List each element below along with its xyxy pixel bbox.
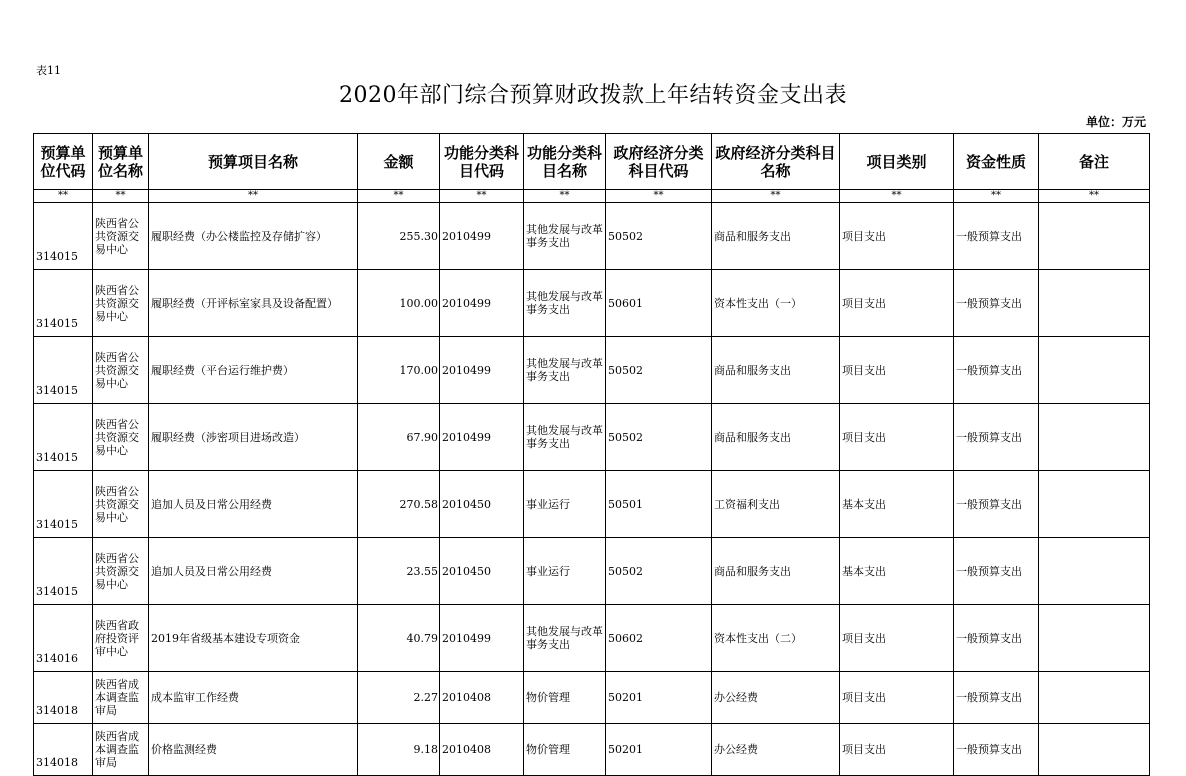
econ-code-cell: 50201 [606, 724, 712, 776]
unit-name-cell: 陕西省公共资源交易中心 [93, 538, 149, 605]
func-code-cell: 2010408 [440, 724, 524, 776]
econ-name-cell: 办公经费 [712, 724, 840, 776]
unit-code-cell: 314015 [34, 203, 93, 270]
func-code-cell: 2010450 [440, 538, 524, 605]
project-name-cell: 履职经费（平台运行维护费） [149, 337, 358, 404]
table-row [34, 203, 1150, 270]
header-project-name: 预算项目名称 [149, 134, 358, 190]
unit-name-cell: 陕西省成本调查监审局 [93, 724, 149, 776]
unit-code-cell: 314015 [34, 404, 93, 471]
placeholder-cell: ** [524, 190, 606, 203]
header-unit-code: 预算单位代码 [34, 134, 93, 190]
table-row [34, 538, 1150, 605]
amount-cell: 100.00 [358, 270, 440, 337]
econ-code-cell: 50502 [606, 337, 712, 404]
econ-code-cell: 50201 [606, 672, 712, 724]
func-name-cell: 其他发展与改革事务支出 [524, 203, 606, 270]
econ-name-cell: 商品和服务支出 [712, 337, 840, 404]
header-econ-code: 政府经济分类科目代码 [606, 134, 712, 190]
econ-name-cell: 工资福利支出 [712, 471, 840, 538]
project-name-cell: 追加人员及日常公用经费 [149, 538, 358, 605]
unit-code-cell: 314015 [34, 270, 93, 337]
note-cell [1039, 337, 1150, 404]
amount-cell: 255.30 [358, 203, 440, 270]
category-cell: 基本支出 [840, 538, 954, 605]
func-code-cell: 2010499 [440, 270, 524, 337]
header-nature: 资金性质 [954, 134, 1039, 190]
project-name-cell: 2019年省级基本建设专项资金 [149, 605, 358, 672]
func-code-cell: 2010408 [440, 672, 524, 724]
econ-code-cell: 50501 [606, 471, 712, 538]
page-title: 2020年部门综合预算财政拨款上年结转资金支出表 [339, 83, 847, 108]
category-cell: 项目支出 [840, 605, 954, 672]
func-code-cell: 2010499 [440, 404, 524, 471]
func-name-cell: 其他发展与改革事务支出 [524, 270, 606, 337]
project-name-cell: 价格监测经费 [149, 724, 358, 776]
header-func-code: 功能分类科目代码 [440, 134, 524, 190]
note-cell [1039, 203, 1150, 270]
category-cell: 项目支出 [840, 724, 954, 776]
note-cell [1039, 404, 1150, 471]
category-cell: 项目支出 [840, 337, 954, 404]
func-code-cell: 2010499 [440, 605, 524, 672]
func-name-cell: 其他发展与改革事务支出 [524, 337, 606, 404]
func-name-cell: 物价管理 [524, 724, 606, 776]
table-row [34, 724, 1150, 776]
budget-table [33, 133, 1150, 776]
nature-cell: 一般预算支出 [954, 605, 1039, 672]
econ-code-cell: 50502 [606, 404, 712, 471]
unit-name-cell: 陕西省公共资源交易中心 [93, 203, 149, 270]
unit-name-cell: 陕西省公共资源交易中心 [93, 337, 149, 404]
table-row [34, 672, 1150, 724]
header-func-name: 功能分类科目名称 [524, 134, 606, 190]
nature-cell: 一般预算支出 [954, 203, 1039, 270]
category-cell: 项目支出 [840, 270, 954, 337]
amount-cell: 270.58 [358, 471, 440, 538]
project-name-cell: 追加人员及日常公用经费 [149, 471, 358, 538]
nature-cell: 一般预算支出 [954, 337, 1039, 404]
amount-cell: 9.18 [358, 724, 440, 776]
amount-cell: 40.79 [358, 605, 440, 672]
header-row [34, 134, 1150, 190]
note-cell [1039, 471, 1150, 538]
econ-name-cell: 商品和服务支出 [712, 538, 840, 605]
econ-code-cell: 50502 [606, 538, 712, 605]
note-cell [1039, 605, 1150, 672]
header-unit-name: 预算单位名称 [93, 134, 149, 190]
unit-name-cell: 陕西省公共资源交易中心 [93, 471, 149, 538]
unit-code-cell: 314015 [34, 337, 93, 404]
placeholder-cell: ** [954, 190, 1039, 203]
econ-name-cell: 商品和服务支出 [712, 203, 840, 270]
amount-cell: 67.90 [358, 404, 440, 471]
placeholder-cell: ** [93, 190, 149, 203]
func-name-cell: 其他发展与改革事务支出 [524, 404, 606, 471]
category-cell: 项目支出 [840, 203, 954, 270]
amount-cell: 170.00 [358, 337, 440, 404]
placeholder-row [34, 190, 1150, 203]
placeholder-cell: ** [840, 190, 954, 203]
table-number: 表11 [36, 64, 61, 77]
unit-code-cell: 314015 [34, 538, 93, 605]
econ-name-cell: 资本性支出（二） [712, 605, 840, 672]
econ-name-cell: 资本性支出（一） [712, 270, 840, 337]
placeholder-cell: ** [34, 190, 93, 203]
func-name-cell: 物价管理 [524, 672, 606, 724]
nature-cell: 一般预算支出 [954, 471, 1039, 538]
func-name-cell: 其他发展与改革事务支出 [524, 605, 606, 672]
note-cell [1039, 270, 1150, 337]
placeholder-cell: ** [1039, 190, 1150, 203]
category-cell: 项目支出 [840, 672, 954, 724]
project-name-cell: 履职经费（开评标室家具及设备配置） [149, 270, 358, 337]
unit-label: 单位：万元 [1085, 115, 1146, 129]
nature-cell: 一般预算支出 [954, 724, 1039, 776]
table-row [34, 337, 1150, 404]
unit-code-cell: 314018 [34, 724, 93, 776]
nature-cell: 一般预算支出 [954, 270, 1039, 337]
header-amount: 金额 [358, 134, 440, 190]
unit-code-cell: 314016 [34, 605, 93, 672]
project-name-cell: 成本监审工作经费 [149, 672, 358, 724]
amount-cell: 2.27 [358, 672, 440, 724]
note-cell [1039, 724, 1150, 776]
nature-cell: 一般预算支出 [954, 672, 1039, 724]
category-cell: 项目支出 [840, 404, 954, 471]
nature-cell: 一般预算支出 [954, 538, 1039, 605]
unit-name-cell: 陕西省政府投资评审中心 [93, 605, 149, 672]
category-cell: 基本支出 [840, 471, 954, 538]
func-name-cell: 事业运行 [524, 538, 606, 605]
placeholder-cell: ** [440, 190, 524, 203]
nature-cell: 一般预算支出 [954, 404, 1039, 471]
unit-name-cell: 陕西省公共资源交易中心 [93, 270, 149, 337]
amount-cell: 23.55 [358, 538, 440, 605]
econ-code-cell: 50502 [606, 203, 712, 270]
econ-name-cell: 办公经费 [712, 672, 840, 724]
unit-name-cell: 陕西省成本调查监审局 [93, 672, 149, 724]
func-code-cell: 2010499 [440, 337, 524, 404]
placeholder-cell: ** [149, 190, 358, 203]
header-econ-name: 政府经济分类科目名称 [712, 134, 840, 190]
note-cell [1039, 672, 1150, 724]
project-name-cell: 履职经费（办公楼监控及存储扩容） [149, 203, 358, 270]
header-category: 项目类别 [840, 134, 954, 190]
unit-code-cell: 314015 [34, 471, 93, 538]
header-note: 备注 [1039, 134, 1150, 190]
table-row [34, 404, 1150, 471]
project-name-cell: 履职经费（涉密项目进场改造） [149, 404, 358, 471]
table-row [34, 605, 1150, 672]
func-code-cell: 2010450 [440, 471, 524, 538]
note-cell [1039, 538, 1150, 605]
unit-name-cell: 陕西省公共资源交易中心 [93, 404, 149, 471]
unit-code-cell: 314018 [34, 672, 93, 724]
func-code-cell: 2010499 [440, 203, 524, 270]
econ-code-cell: 50601 [606, 270, 712, 337]
table-row [34, 270, 1150, 337]
func-name-cell: 事业运行 [524, 471, 606, 538]
table-row [34, 471, 1150, 538]
placeholder-cell: ** [712, 190, 840, 203]
econ-name-cell: 商品和服务支出 [712, 404, 840, 471]
econ-code-cell: 50602 [606, 605, 712, 672]
placeholder-cell: ** [358, 190, 440, 203]
placeholder-cell: ** [606, 190, 712, 203]
